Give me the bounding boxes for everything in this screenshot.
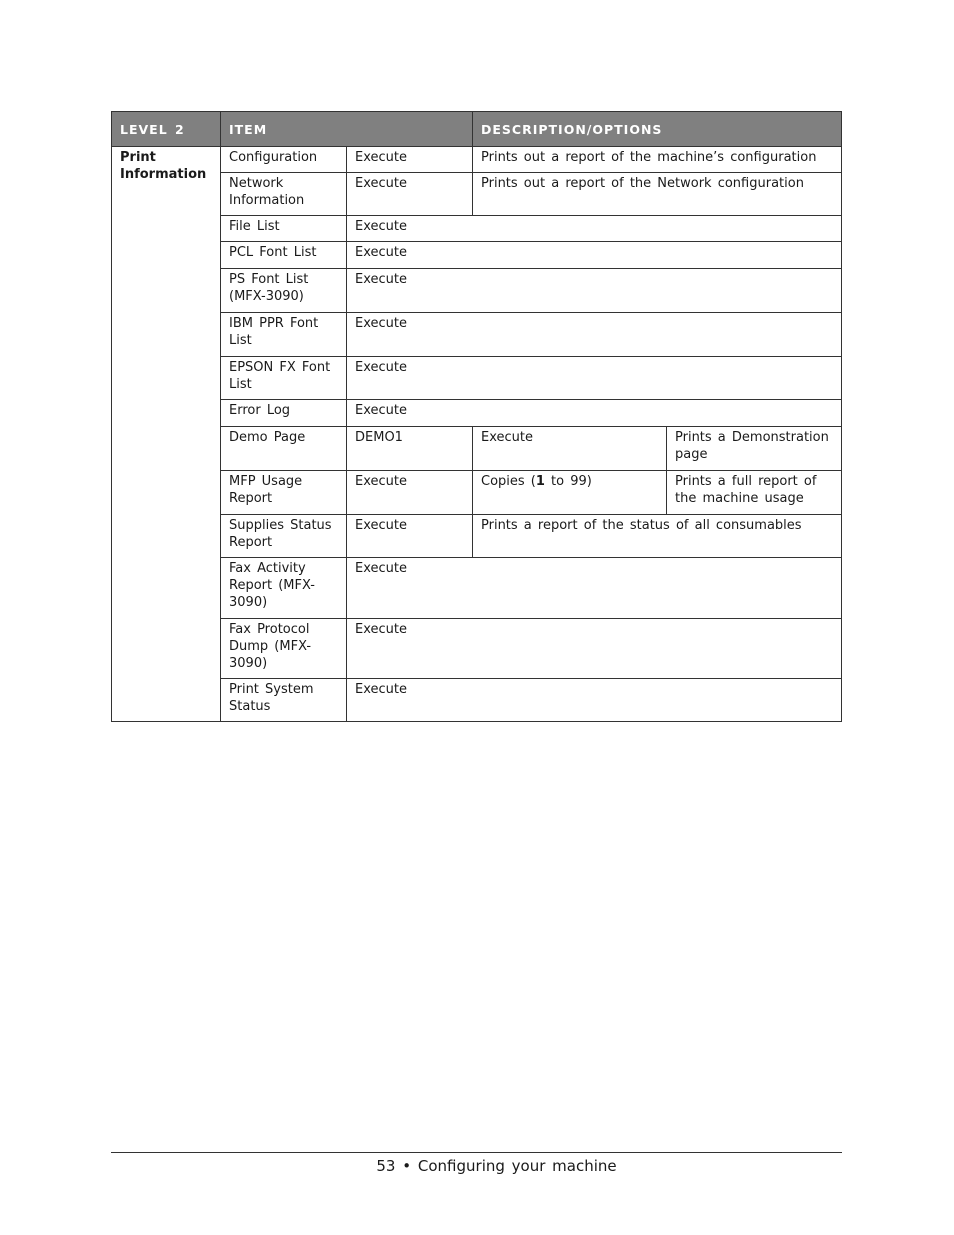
menu-settings-table <box>111 111 842 722</box>
page-footer <box>111 1157 882 1175</box>
item-cell: MFP Usage Report <box>221 471 347 515</box>
description-cell: Prints a full report of the machine usage <box>667 471 842 515</box>
copies-default: 1 <box>535 474 545 489</box>
table-row <box>112 515 842 558</box>
item-cell: File List <box>221 216 347 242</box>
option-cell: Execute <box>347 558 842 619</box>
description-cell: Prints a Demonstration page <box>667 427 842 471</box>
option-cell: Execute <box>347 313 842 357</box>
table-header-row <box>112 112 842 147</box>
item-cell: Print System Status <box>221 679 347 722</box>
table-row <box>112 619 842 679</box>
table-row <box>112 173 842 216</box>
table-row <box>112 400 842 427</box>
header-level2: LEVEL 2 <box>112 112 221 147</box>
item-cell: Demo Page <box>221 427 347 471</box>
item-cell: Supplies Status Report <box>221 515 347 558</box>
item-cell: IBM PPR Font List <box>221 313 347 357</box>
option-cell: Execute <box>347 147 473 173</box>
header-description: DESCRIPTION/OPTIONS <box>473 112 842 147</box>
item-cell: PCL Font List <box>221 242 347 269</box>
description-cell: Prints out a report of the Network configuration <box>473 173 842 216</box>
table-row <box>112 269 842 313</box>
option-cell: Execute <box>347 619 842 679</box>
footer-bullet: • <box>402 1157 412 1175</box>
copies-prefix: Copies ( <box>481 474 536 489</box>
item-cell: Configuration <box>221 147 347 173</box>
description-cell: Prints a report of the status of all consumables <box>473 515 842 558</box>
table-row <box>112 147 842 173</box>
option-cell: Execute <box>347 515 473 558</box>
copies-suffix: to 99) <box>544 474 592 489</box>
item-cell: Fax Protocol Dump (MFX-3090) <box>221 619 347 679</box>
item-cell: Error Log <box>221 400 347 427</box>
option-cell: Execute <box>347 357 842 400</box>
sub-option-cell <box>473 471 667 515</box>
option-cell: Execute <box>347 242 842 269</box>
option-cell: Execute <box>347 471 473 515</box>
level2-print-information: Print Information <box>112 147 221 722</box>
table-row <box>112 357 842 400</box>
option-cell: DEMO1 <box>347 427 473 471</box>
item-cell: Network Information <box>221 173 347 216</box>
item-cell: PS Font List (MFX-3090) <box>221 269 347 313</box>
item-cell: EPSON FX Font List <box>221 357 347 400</box>
item-cell: Fax Activity Report (MFX-3090) <box>221 558 347 619</box>
table-row <box>112 242 842 269</box>
table-row <box>112 216 842 242</box>
footer-divider <box>111 1152 842 1153</box>
page-number: 53 <box>376 1157 396 1175</box>
table-row <box>112 558 842 619</box>
option-cell: Execute <box>347 216 842 242</box>
option-cell: Execute <box>347 400 842 427</box>
option-cell: Execute <box>347 679 842 722</box>
table-row <box>112 427 842 471</box>
option-cell: Execute <box>347 173 473 216</box>
table-row <box>112 313 842 357</box>
table-row <box>112 471 842 515</box>
section-title: Configuring your machine <box>417 1157 617 1175</box>
sub-option-cell: Execute <box>473 427 667 471</box>
header-item: ITEM <box>221 112 473 147</box>
description-cell: Prints out a report of the machine’s configuration <box>473 147 842 173</box>
table-row <box>112 679 842 722</box>
option-cell: Execute <box>347 269 842 313</box>
